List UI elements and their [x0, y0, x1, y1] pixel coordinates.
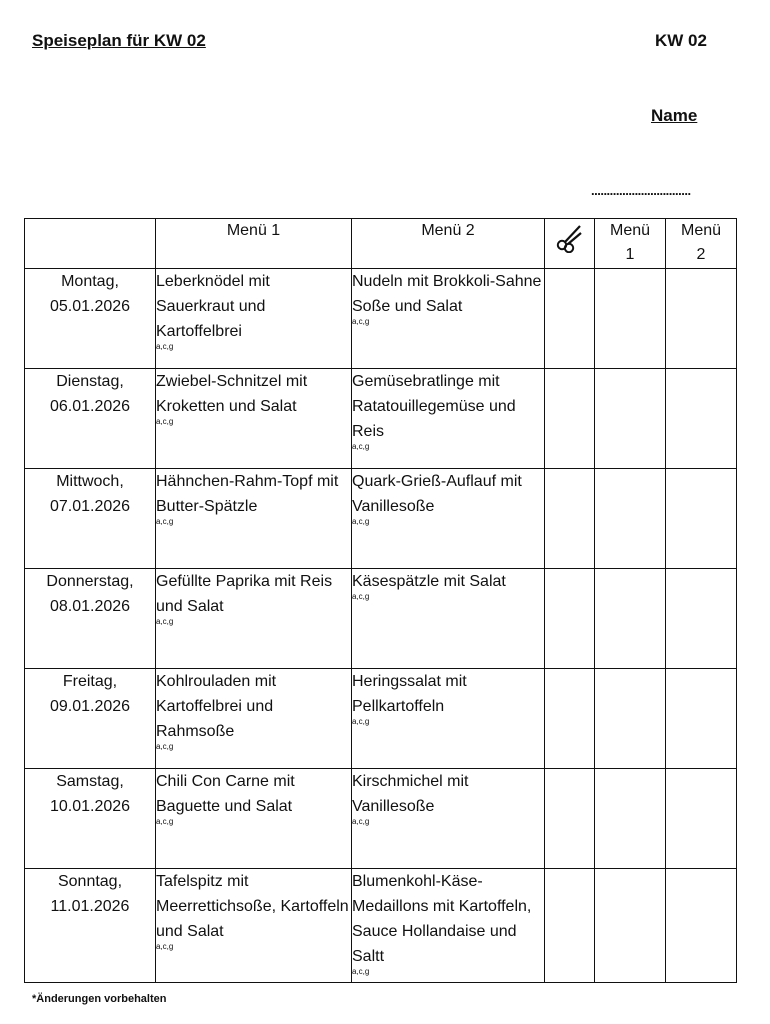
header-menu2: Menü 2 [352, 219, 545, 269]
menu1-text: Leberknödel mit Sauerkraut und Kartoffelbrei [156, 273, 270, 340]
scissors-cell [545, 569, 595, 669]
header-menu1: Menü 1 [156, 219, 352, 269]
pick-menu1-cell[interactable] [595, 469, 666, 569]
day-cell [25, 569, 156, 669]
day-name: Freitag, [62, 673, 118, 690]
day-date: 11.01.2026 [50, 898, 130, 915]
scissors-cell [545, 269, 595, 369]
day-cell [25, 869, 156, 983]
day-cell [25, 669, 156, 769]
day-name: Donnerstag, [46, 573, 134, 590]
menu2-allergens: a,c,g [352, 817, 370, 826]
scissors-icon [555, 221, 585, 253]
menu2-text: Gemüsebratlinge mit Ratatouillegemüse und Reis [352, 373, 516, 440]
day-date: 07.01.2026 [49, 498, 131, 515]
menu1-allergens: a,c,g [156, 342, 174, 351]
menu1-cell [156, 869, 352, 983]
menu1-text: Zwiebel-Schnitzel mit Kroketten und Salat [156, 373, 308, 415]
menu2-cell [352, 469, 545, 569]
menu1-allergens: a,c,g [156, 517, 174, 526]
menu2-allergens: a,c,g [352, 717, 370, 726]
day-name: Sonntag, [57, 873, 123, 890]
header-pick-menu2-number: 2 [696, 246, 706, 263]
menu1-cell [156, 469, 352, 569]
header-pick-menu1-label: Menü [609, 222, 651, 239]
pick-menu1-cell[interactable] [595, 369, 666, 469]
header-empty-cell [25, 219, 156, 269]
menu1-cell [156, 569, 352, 669]
menu2-cell [352, 669, 545, 769]
menu1-cell [156, 269, 352, 369]
header-pick-menu1 [595, 219, 666, 269]
menu2-cell [352, 269, 545, 369]
footnote: *Änderungen vorbehalten [32, 993, 167, 1005]
menu2-cell [352, 369, 545, 469]
pick-menu2-cell[interactable] [666, 369, 737, 469]
day-cell [25, 269, 156, 369]
header-row [25, 219, 737, 269]
name-line: ................................ [591, 183, 691, 198]
pick-menu2-cell[interactable] [666, 769, 737, 869]
day-row-friday [25, 669, 737, 769]
pick-menu2-cell[interactable] [666, 569, 737, 669]
menu2-text: Heringssalat mit Pellkartoffeln [352, 673, 467, 715]
day-cell [25, 369, 156, 469]
pick-menu1-cell[interactable] [595, 269, 666, 369]
menu1-text: Gefüllte Paprika mit Reis und Salat [156, 573, 333, 615]
menu2-allergens: a,c,g [352, 517, 370, 526]
header-pick-menu2 [666, 219, 737, 269]
week-label: KW 02 [655, 31, 707, 50]
menu1-text: Hähnchen-Rahm-Topf mit Butter-Spätzle [156, 473, 339, 515]
header-scissors-cell [545, 219, 595, 269]
day-name: Dienstag, [56, 373, 124, 390]
menu2-text: Kirschmichel mit Vanillesoße [352, 773, 469, 815]
scissors-cell [545, 869, 595, 983]
scissors-cell [545, 469, 595, 569]
menu-table [24, 218, 737, 983]
menu2-text: Quark-Grieß-Auflauf mit Vanillesoße [352, 473, 522, 515]
menu1-allergens: a,c,g [156, 417, 174, 426]
menu1-cell [156, 369, 352, 469]
menu1-cell [156, 769, 352, 869]
day-date: 08.01.2026 [49, 598, 131, 615]
day-name: Samstag, [56, 773, 124, 790]
menu2-cell [352, 869, 545, 983]
day-cell [25, 469, 156, 569]
day-date: 09.01.2026 [49, 698, 131, 715]
day-date: 05.01.2026 [49, 298, 131, 315]
day-date: 06.01.2026 [49, 398, 131, 415]
scissors-cell [545, 369, 595, 469]
menu1-text: Chili Con Carne mit Baguette und Salat [156, 773, 295, 815]
pick-menu1-cell[interactable] [595, 669, 666, 769]
menu2-allergens: a,c,g [352, 592, 370, 601]
header-pick-menu2-label: Menü [680, 222, 722, 239]
day-name: Montag, [61, 273, 119, 290]
pick-menu1-cell[interactable] [595, 569, 666, 669]
menu1-cell [156, 669, 352, 769]
menu1-text: Kohlrouladen mit Kartoffelbrei und Rahmsoße [156, 673, 277, 740]
menu1-allergens: a,c,g [156, 742, 174, 751]
day-row-monday [25, 269, 737, 369]
pick-menu2-cell[interactable] [666, 869, 737, 983]
day-row-thursday [25, 569, 737, 669]
menu1-allergens: a,c,g [156, 817, 174, 826]
menu1-allergens: a,c,g [156, 942, 174, 951]
scissors-cell [545, 669, 595, 769]
pick-menu2-cell[interactable] [666, 669, 737, 769]
menu2-cell [352, 569, 545, 669]
menu2-allergens: a,c,g [352, 967, 370, 976]
day-row-saturday [25, 769, 737, 869]
menu2-cell [352, 769, 545, 869]
menu2-allergens: a,c,g [352, 442, 370, 451]
pick-menu1-cell[interactable] [595, 869, 666, 983]
day-row-tuesday [25, 369, 737, 469]
pick-menu2-cell[interactable] [666, 269, 737, 369]
menu1-allergens: a,c,g [156, 617, 174, 626]
menu2-text: Nudeln mit Brokkoli-Sahne Soße und Salat [352, 273, 542, 315]
pick-menu2-cell[interactable] [666, 469, 737, 569]
menu2-allergens: a,c,g [352, 317, 370, 326]
menu2-text: Käsespätzle mit Salat [352, 573, 506, 590]
day-date: 10.01.2026 [49, 798, 131, 815]
day-name: Mittwoch, [56, 473, 124, 490]
day-cell [25, 769, 156, 869]
menu2-text: Blumenkohl-Käse-Medaillons mit Kartoffeln, Sauce Hollandaise und Saltt [352, 873, 532, 965]
header-pick-menu1-number: 1 [625, 246, 635, 263]
menu1-text: Tafelspitz mit Meerrettichsoße, Kartoffeln und Salat [156, 873, 349, 940]
scissors-cell [545, 769, 595, 869]
page-title: Speiseplan für KW 02 [32, 31, 206, 50]
day-row-wednesday [25, 469, 737, 569]
name-label: Name [651, 106, 698, 125]
pick-menu1-cell[interactable] [595, 769, 666, 869]
day-row-sunday [25, 869, 737, 983]
